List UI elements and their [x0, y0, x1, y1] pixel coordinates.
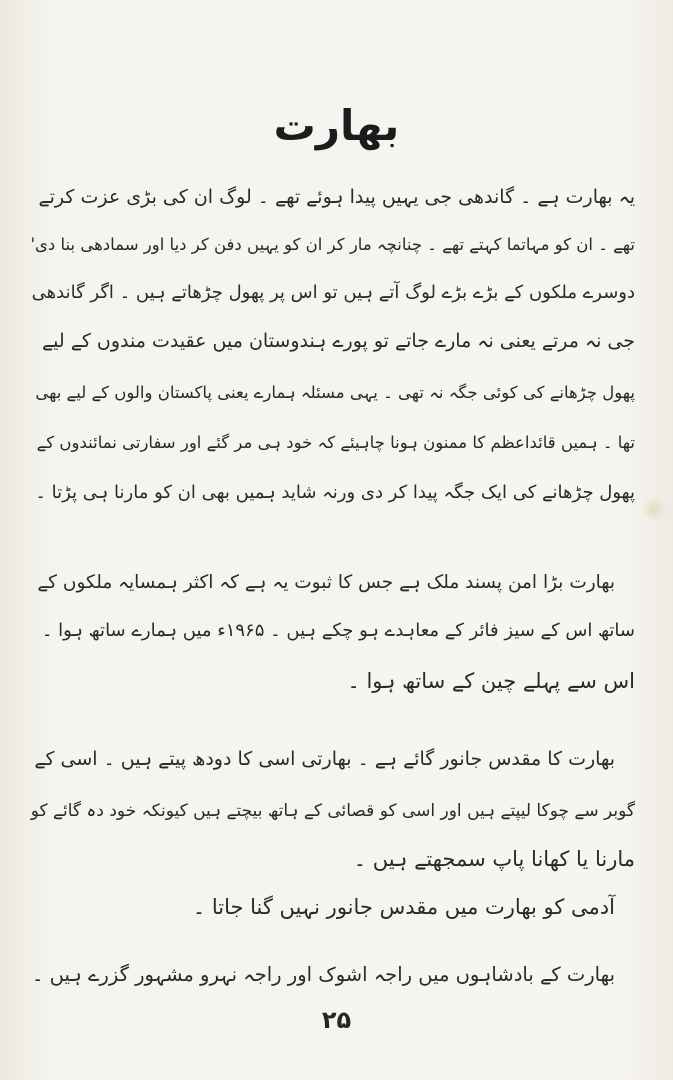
paragraph-1-line-5: پھول چڑھانے کی کوئی جگہ نہ تھی ۔ یہی مسئلہ ہمارے یعنی پاکستان والوں کے لیے بھی — [35, 383, 635, 402]
paragraph-3-line-1: بھارت کا مقدس جانور گائے ہے ۔ بھارتی اسی کا دودھ پیتے ہیں ۔ اسی کے — [34, 748, 615, 770]
paper-stain — [641, 496, 667, 522]
page-number: ۲۵ — [321, 1006, 352, 1034]
paragraph-1-line-4: جی نہ مرتے یعنی نہ مارے جاتے تو پورے ہندوستان میں عقیدت مندوں کے لیے — [42, 330, 635, 352]
paragraph-4-line-1: آدمی کو بھارت میں مقدس جانور نہیں گنا جاتا ۔ — [192, 895, 615, 919]
paragraph-1-line-1: یہ بھارت ہے ۔ گاندھی جی یہیں پیدا ہوئے تھے ۔ لوگ ان کی بڑی عزت کرتے — [38, 186, 635, 208]
paragraph-1-line-6: تھا ۔ ہمیں قائداعظم کا ممنون ہونا چاہیئے کہ خود ہی مر گئے اور سفارتی نمائندوں کے — [36, 433, 635, 452]
paragraph-1-line-3: دوسرے ملکوں کے بڑے بڑے لوگ آتے ہیں تو اس پر پھول چڑھاتے ہیں ۔ اگر گاندھی — [31, 282, 635, 303]
paragraph-3-line-3: مارنا یا کھانا پاپ سمجھتے ہیں ۔ — [353, 847, 635, 871]
paragraph-2-line-1: بھارت بڑا امن پسند ملک ہے جس کا ثبوت یہ ہے کہ اکثر ہمسایہ ملکوں کے — [37, 572, 615, 593]
paragraph-2-line-3: اس سے پہلے چین کے ساتھ ہوا ۔ — [347, 669, 635, 693]
paragraph-3-line-2: گوبر سے چوکا لیپتے ہیں اور اسی کو قصائی کے ہاتھ بیچتے ہیں کیونکہ خود دہ گائے کو — [30, 801, 635, 821]
paragraph-1-line-2: تھے ۔ ان کو مہاتما کہتے تھے ۔ چنانچہ مار کر ان کو یہیں دفن کر دیا اور سمادھی بنا دی' — [30, 235, 635, 254]
paragraph-1-line-7: پھول چڑھانے کی ایک جگہ پیدا کر دی ورنہ شاید ہمیں بھی ان کو مارنا ہی پڑتا ۔ — [35, 482, 635, 503]
page-title: بھارت — [273, 101, 400, 150]
paragraph-2-line-2: ساتھ اس کے سیز فائر کے معاہدے ہو چکے ہیں ۔ ۱۹۶۵ء میں ہمارے ساتھ ہوا ۔ — [41, 620, 635, 641]
paragraph-5-line-1: بھارت کے بادشاہوں میں راجہ اشوک اور راجہ نہرو مشہور گزرے ہیں ۔ — [32, 963, 615, 986]
